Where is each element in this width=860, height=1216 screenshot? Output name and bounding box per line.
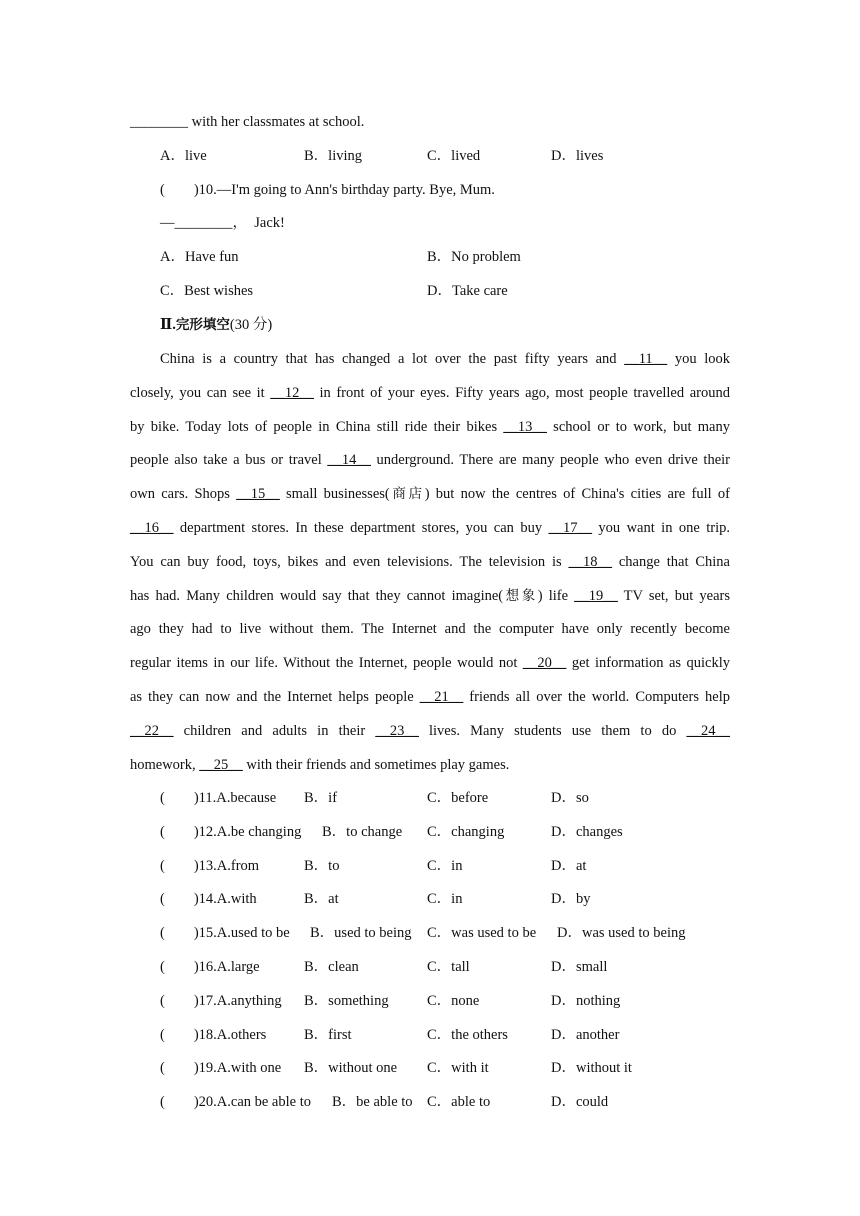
passage-text: ago they had to live without them. The Internet and the computer have only recently become [130,621,730,638]
option-d: D．nothing [551,992,621,1009]
q10-option-c: C．Best wishes [160,283,254,299]
passage-text: change that China [612,553,730,570]
passage-text: by bike. Today lots of people in China still ride their bikes [130,418,504,435]
option-b: B．first [304,1026,352,1043]
passage-text: China is a country that has changed a lot over the past fifty years and [160,351,625,367]
option-d: D．by [551,891,591,908]
q10-option-d: D．Take care [427,283,508,299]
passage-line [130,383,730,403]
option-b: B．at [304,891,339,908]
passage-text: school or to work, but many [546,418,730,435]
passage-text: has had. Many children would say that they cannot imagine(想象) life [130,587,575,604]
passage-text: friends all over the world. Computers help [463,689,730,705]
option-b: B．clean [304,959,359,975]
cloze-blank: __20__ [522,655,567,672]
cloze-blank: __14__ [327,452,371,469]
passage-line [130,586,730,606]
passage-line [130,450,730,470]
question-stem: ( )16.A.large [160,959,260,975]
option-b: B．without one [304,1060,398,1077]
question-stem: ( )14.A.with [160,891,257,908]
option-b: B．something [304,992,389,1009]
cloze-blank: __25__ [199,756,243,773]
passage-text: you look [667,351,730,367]
passage-text: small businesses(商店) but now the centres of China's cities are full of [279,486,730,503]
option-d: D．small [551,959,608,975]
section-score: (30 分) [229,317,273,333]
passage-text: regular items in our life. Without the Internet, people would not [130,655,523,672]
q9-option-d: D．lives [551,148,604,164]
q10-prompt: ( )10.—I'm going to Ann's birthday party. Bye, Mum. [160,182,495,198]
passage-text: underground. There are many people who even drive their [370,452,730,469]
question-stem: ( )13.A.from [160,857,260,874]
question-stem: ( )15.A.used to be [160,925,290,942]
option-d: D．could [551,1094,609,1111]
cloze-blank: __15__ [236,486,280,503]
q9-option-b: B．living [304,148,363,164]
passage-line [130,721,730,741]
question-stem: ( )19.A.with one [160,1060,282,1077]
passage-line [130,619,730,639]
passage-line [130,653,730,673]
passage-line [130,687,730,707]
section-title: 完形填空 [175,317,230,333]
cloze-blank: __13__ [503,418,547,435]
option-b: B．used to being [310,925,412,942]
q9-option-c: C．lived [427,148,481,164]
passage-text: department stores. In these department stores, you can buy [173,520,549,536]
question-stem: ( )17.A.anything [160,992,282,1009]
section-roman: Ⅱ. [160,317,176,333]
q9-stem-end: ________ with her classmates at school. [130,114,365,130]
option-c: C．none [427,992,480,1009]
cloze-blank: __16__ [130,520,174,536]
option-d: D．so [551,790,589,806]
passage-text: in front of your eyes. Fifty years ago, most people travelled around [313,384,731,401]
q10-option-b: B．No problem [427,249,521,265]
option-d: D．without it [551,1060,632,1077]
option-c: C．in [427,857,463,874]
option-d: D．was used to being [557,925,686,942]
option-d: D．at [551,857,587,874]
option-d: D．changes [551,823,623,840]
passage-text: homework, [130,756,200,773]
option-c: C．before [427,790,489,806]
passage-line [130,755,730,775]
passage-line [130,518,730,538]
option-b: B．if [304,790,338,806]
passage-line [160,349,730,369]
passage-text: lives. Many students use them to do [418,722,687,739]
option-c: C．with it [427,1060,489,1077]
passage-text: closely, you can see it [130,384,271,401]
option-c: C．able to [427,1094,491,1111]
passage-text: with their friends and sometimes play games. [242,756,510,773]
option-c: C．changing [427,823,505,840]
question-stem: ( )11.A.because [160,790,277,806]
passage-line [130,417,730,437]
option-c: C．the others [427,1026,508,1043]
passage-line [130,484,730,504]
question-stem: ( )12.A.be changing [160,823,302,840]
passage-text: you want in one trip. [592,520,730,536]
cloze-blank: __22__ [130,722,174,739]
passage-text: people also take a bus or travel [130,452,328,469]
q9-option-a: A．live [160,148,207,164]
q10-reply: —________， Jack! [160,215,285,231]
option-b: B．to change [322,823,403,840]
passage-text: own cars. Shops [130,486,237,503]
passage-text: You can buy food, toys, bikes and even televisions. The television is [130,553,569,570]
cloze-blank: __23__ [375,722,419,739]
option-c: C．in [427,891,463,908]
question-stem: ( )20.A.can be able to [160,1094,311,1111]
passage-text: TV set, but years [617,587,730,604]
option-d: D．another [551,1026,620,1043]
option-c: C．tall [427,959,470,975]
cloze-blank: __11__ [624,351,668,367]
option-b: B．be able to [332,1094,413,1111]
passage-text: get information as quickly [566,655,731,672]
cloze-blank: __19__ [574,587,618,604]
cloze-blank: __24__ [686,722,730,739]
q10-option-a: A．Have fun [160,249,239,265]
passage-text: as they can now and the Internet helps people [130,689,420,705]
cloze-blank: __17__ [548,520,592,536]
passage-line [130,552,730,572]
cloze-blank: __18__ [568,553,612,570]
cloze-blank: __12__ [270,384,314,401]
option-b: B．to [304,857,340,874]
section-heading [160,315,272,335]
question-stem: ( )18.A.others [160,1026,267,1043]
passage-text: children and adults in their [173,722,376,739]
cloze-blank: __21__ [419,689,464,705]
option-c: C．was used to be [427,925,537,942]
